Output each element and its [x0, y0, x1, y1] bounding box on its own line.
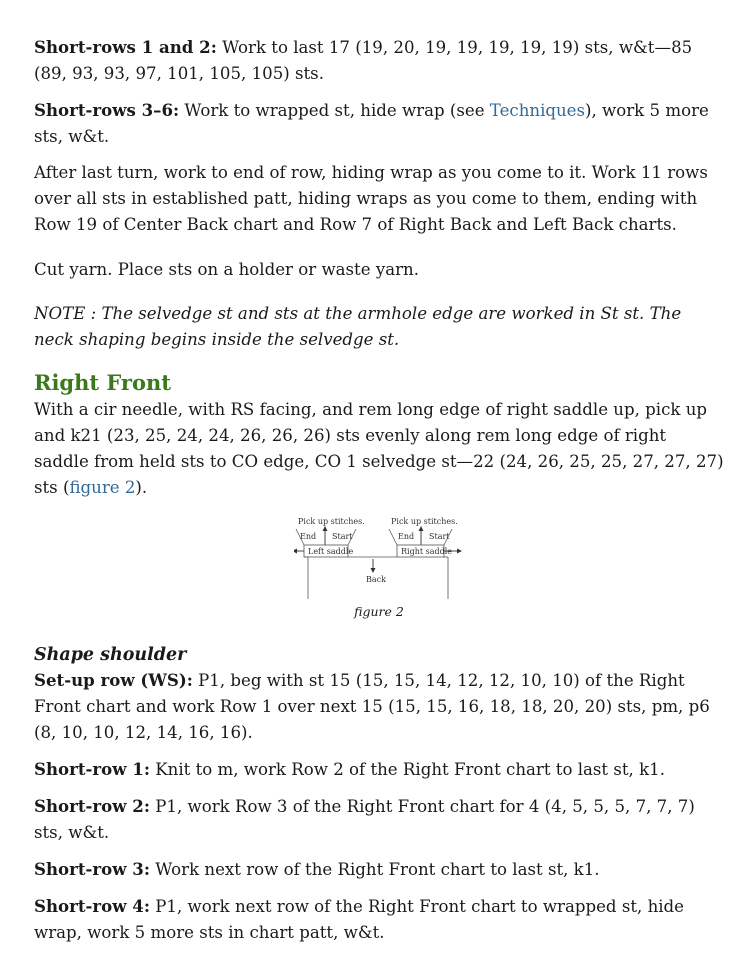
short-rows-3-6-text-after: ), work 5 more sts, w&t. — [34, 101, 709, 146]
short-row-4-text: P1, work next row of the Right Front chart to wrapped st, hide wrap, work 5 more sts in chart patt, w&t. — [34, 897, 684, 942]
short-row-2-label: Short-row 2: — [34, 796, 150, 816]
short-row-3-label: Short-row 3: — [34, 859, 150, 879]
back-label: Back — [366, 575, 386, 584]
end-left-label: End — [300, 532, 317, 541]
figure-caption: figure 2 — [354, 604, 404, 619]
short-rows-3-6-label: Short-rows 3–6: — [34, 100, 180, 120]
short-rows-1-2-label: Short-rows 1 and 2: — [34, 37, 217, 57]
short-row-4-paragraph — [34, 893, 724, 946]
right-bracket-line — [389, 529, 397, 545]
setup-row-label: Set-up row (WS): — [34, 670, 193, 690]
short-row-3-text: Work next row of the Right Front chart to last st, k1. — [149, 860, 600, 879]
end-right-label: End — [398, 532, 415, 541]
figure-2 — [34, 515, 724, 621]
down-arrow-icon — [371, 568, 376, 573]
left-saddle-label: Left saddle — [308, 547, 354, 556]
right-front-heading: Right Front — [34, 370, 171, 395]
cut-yarn-paragraph: Cut yarn. Place sts on a holder or waste yarn. — [34, 260, 419, 279]
shape-shoulder-heading: Shape shoulder — [34, 645, 187, 665]
short-rows-1-2-text: Work to last 17 (19, 20, 19, 19, 19, 19, 19) sts, w&t—85 (89, 93, 93, 97, 101, 105, 105) sts. — [34, 38, 693, 83]
page-content — [34, 34, 724, 956]
setup-row-text: P1, beg with st 15 (15, 15, 14, 12, 12, 10, 10) of the Right Front chart and work Row 1 over next 15 (15, 15, 16, 18, 18, 20, 20) sts, pm, p6 (8, 10, 10, 12, 14, 16, 16). — [34, 671, 710, 742]
figure-2-link[interactable]: figure 2 — [69, 478, 136, 497]
start-right-label: Start — [429, 532, 450, 541]
short-rows-3-6-paragraph — [34, 97, 724, 150]
left-arrow-icon — [294, 549, 297, 554]
right-front-text-after: ). — [135, 478, 148, 497]
right-front-text-before: With a cir needle, with RS facing, and rem long edge of right saddle up, pick up and k21 (23, 25, 24, 24, 26, 26, 26) sts evenly along rem long edge of right saddle from held sts to CO edge, CO 1 selvedge st—22 (24, 26, 25, 25, 27, 27, 27) sts ( — [34, 400, 724, 497]
techniques-link[interactable]: Techniques — [489, 101, 586, 120]
short-rows-1-2-paragraph — [34, 34, 724, 87]
selvedge-note: NOTE : The selvedge st and sts at the armhole edge are worked in St st. The neck shaping begins inside the selvedge st. — [34, 304, 682, 349]
pick-up-right-label: Pick up stitches. — [391, 517, 458, 526]
right-arrow-icon — [457, 549, 462, 554]
right-front-paragraph — [34, 397, 724, 501]
short-rows-3-6-text-before: Work to wrapped st, hide wrap (see — [179, 101, 490, 120]
short-row-1-text: Knit to m, work Row 2 of the Right Front chart to last st, k1. — [149, 760, 665, 779]
short-row-1-paragraph — [34, 756, 724, 783]
short-row-3-paragraph — [34, 856, 724, 883]
start-left-label: Start — [332, 532, 353, 541]
up-arrow-icon — [419, 526, 424, 531]
short-row-2-paragraph — [34, 793, 724, 846]
saddle-diagram — [294, 515, 464, 599]
short-row-1-label: Short-row 1: — [34, 759, 150, 779]
setup-row-paragraph — [34, 667, 724, 746]
short-row-2-text: P1, work Row 3 of the Right Front chart for 4 (4, 5, 5, 5, 7, 7, 7) sts, w&t. — [34, 797, 695, 842]
pick-up-left-label: Pick up stitches. — [298, 517, 365, 526]
right-saddle-label: Right saddle — [401, 547, 453, 556]
up-arrow-icon — [323, 526, 328, 531]
short-row-4-label: Short-row 4: — [34, 896, 150, 916]
after-last-turn-paragraph: After last turn, work to end of row, hiding wrap as you come to it. Work 11 rows over all sts in established patt, hiding wraps as you come to them, ending with Row 19 of Center Back chart and Row 7 of Right Back and Left Back charts. — [34, 163, 708, 234]
